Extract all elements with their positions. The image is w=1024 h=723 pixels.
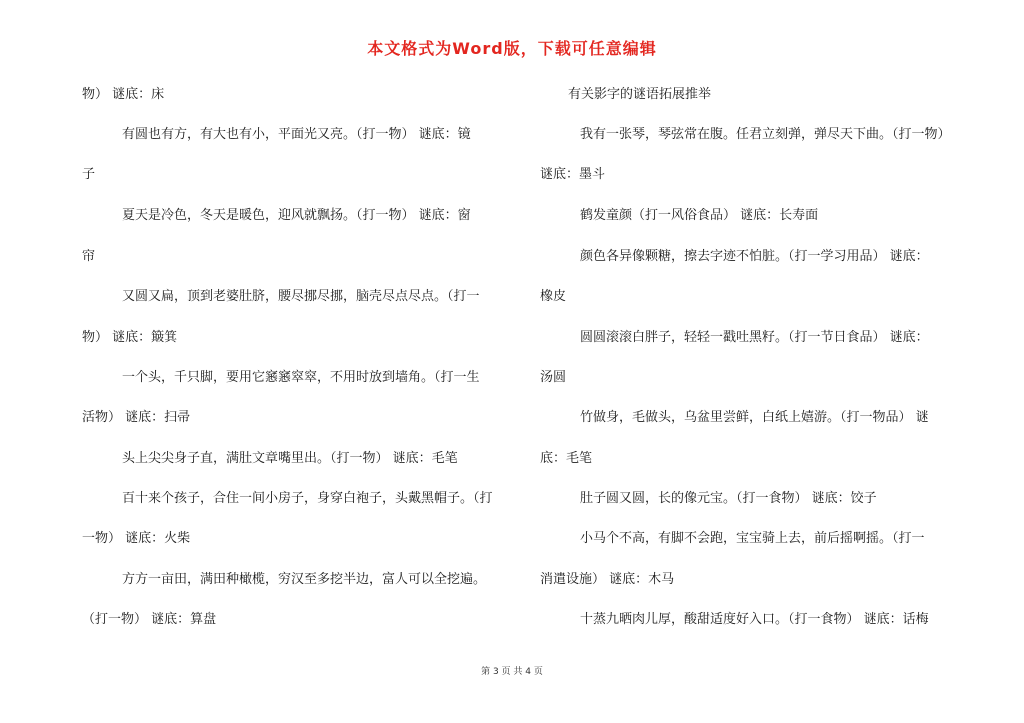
text-line: 一个头，千只脚，要用它窸窸窣窣，不用时放到墙角。（打一生 bbox=[122, 370, 480, 385]
text-line: 谜底：墨斗 bbox=[540, 167, 606, 182]
word-format-banner: 本文格式为Word版，下载可任意编辑 bbox=[367, 39, 657, 58]
text-line: 有圆也有方，有大也有小，平面光又亮。（打一物） 谜底：镜 bbox=[122, 127, 471, 142]
text-line: 底：毛笔 bbox=[540, 451, 593, 466]
text-line: 颜色各异像颗糖，擦去字迹不怕脏。（打一学习用品） 谜底： bbox=[580, 249, 929, 264]
text-line: 夏天是冷色，冬天是暖色，迎风就飘扬。（打一物） 谜底：窗 bbox=[122, 208, 471, 223]
text-line: 子 bbox=[82, 167, 96, 182]
text-line: 圆圆滚滚白胖子，轻轻一戳吐黑籽。（打一节日食品） 谜底： bbox=[580, 330, 929, 345]
text-line: 汤圆 bbox=[540, 370, 567, 385]
text-line: 肚子圆又圆，长的像元宝。（打一食物） 谜底：饺子 bbox=[580, 491, 877, 506]
text-line: 帘 bbox=[82, 249, 96, 264]
text-line: 一物） 谜底：火柴 bbox=[82, 531, 191, 546]
text-line: 我有一张琴，琴弦常在腹。任君立刻弹，弹尽天下曲。（打一物） bbox=[580, 127, 951, 142]
text-line: 方方一亩田，满田种橄榄，穷汉至多挖半边，富人可以全挖遍。 bbox=[122, 572, 487, 587]
text-line: 物） 谜底：床 bbox=[82, 87, 165, 102]
text-line: 橡皮 bbox=[540, 289, 567, 304]
text-line: 小马个不高，有脚不会跑，宝宝骑上去，前后摇啊摇。（打一 bbox=[580, 531, 925, 546]
text-line: 百十来个孩子，合住一间小房子，身穿白袍子，头戴黑帽子。（打 bbox=[122, 491, 493, 506]
text-line: 消遣设施） 谜底：木马 bbox=[540, 572, 675, 587]
text-line: 头上尖尖身子直，满肚文章嘴里出。（打一物） 谜底：毛笔 bbox=[122, 451, 458, 466]
text-line: 物） 谜底：簸箕 bbox=[82, 330, 178, 345]
text-line: 又圆又扁，顶到老婆肚脐，腰尽挪尽挪，脑壳尽点尽点。（打一 bbox=[122, 289, 480, 304]
text-line: （打一物） 谜底：算盘 bbox=[82, 612, 217, 627]
text-line: 活物） 谜底：扫帚 bbox=[82, 410, 191, 425]
text-line: 十蒸九晒肉儿厚，酸甜适度好入口。（打一食物） 谜底：话梅 bbox=[580, 612, 929, 627]
text-line: 鹤发童颜（打一风俗食品） 谜底：长寿面 bbox=[580, 208, 819, 223]
section-heading: 有关影字的谜语拓展推举 bbox=[568, 87, 712, 102]
text-line: 竹做身，毛做头，乌盆里尝鲜，白纸上嬉游。（打一物品） 谜 bbox=[580, 410, 929, 425]
page-number-footer: 第 3 页 共 4 页 bbox=[481, 667, 543, 677]
